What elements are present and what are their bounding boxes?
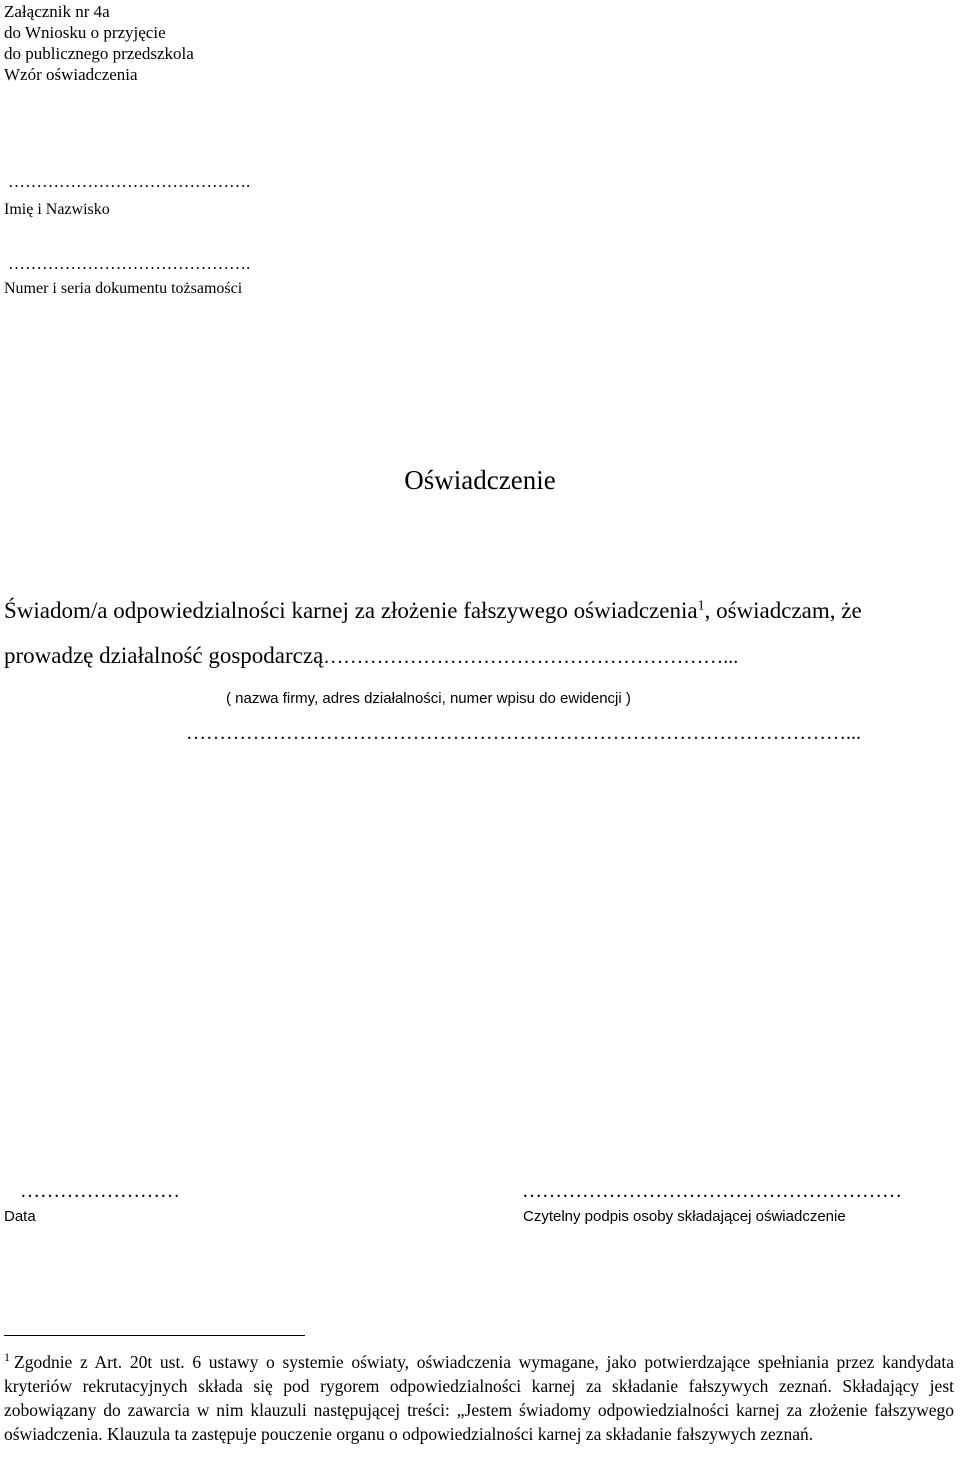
date-label: Data — [4, 1208, 36, 1225]
statement-line-2 — [4, 641, 738, 672]
footnote-number: 1 — [4, 1350, 10, 1365]
footnote-text: Zgodnie z Art. 20t ust. 6 ustawy o systemie oświaty, oświadczenia wymagane, jako potwierdzające spełniania przez kandydata kryteriów rekrutacyjnych składa się pod rygorem odpowiedzialności karnej za składanie fałszywych zeznań. Składający jest zobowiązany do zawarcia w nim klauzuli następującej treści: „Jestem świadomy odpowiedzialności karnej za złożenie fałszywego oświadczenia. Klauzula ta zastępuje pouczenie organu o odpowiedzialności karnej za składanie fałszywych zeznań. — [4, 1352, 954, 1444]
business-details-dots[interactable]: ………………………………………………………………………………………... — [186, 722, 861, 744]
footnote-reference: 1 — [697, 598, 705, 614]
name-field-dots[interactable]: ……………………………………. — [8, 172, 251, 191]
attachment-number: Załącznik nr 4a — [4, 2, 110, 21]
statement-text-tail: , oświadczam, że — [704, 598, 862, 623]
date-field-dots[interactable]: …………………… — [20, 1180, 180, 1202]
page-title: Oświadczenie — [404, 465, 556, 495]
attachment-subtitle-2: do publicznego przedszkola — [4, 44, 194, 63]
footnote — [4, 1350, 954, 1446]
business-statement-text: prowadzę działalność gospodarczą — [4, 643, 324, 668]
statement-line-1 — [4, 596, 862, 626]
business-caption: ( nazwa firmy, adres działalności, numer wpisu do ewidencji ) — [226, 690, 631, 707]
footnote-separator — [4, 1335, 305, 1336]
business-name-dots[interactable]: ……………………………………………………... — [323, 646, 739, 668]
statement-text: Świadom/a odpowiedzialności karnej za złożenie fałszywego oświadczenia — [4, 598, 698, 623]
name-field-label: Imię i Nazwisko — [4, 201, 110, 218]
document-field-label: Numer i seria dokumentu tożsamości — [4, 280, 243, 297]
signature-label: Czytelny podpis osoby składającej oświadczenie — [523, 1208, 846, 1225]
form-template-label: Wzór oświadczenia — [4, 65, 138, 84]
signature-field-dots[interactable]: ………………………………………………… — [522, 1180, 902, 1202]
document-field-dots[interactable]: ……………………………………. — [8, 254, 251, 273]
attachment-subtitle: do Wniosku o przyjęcie — [4, 23, 166, 42]
